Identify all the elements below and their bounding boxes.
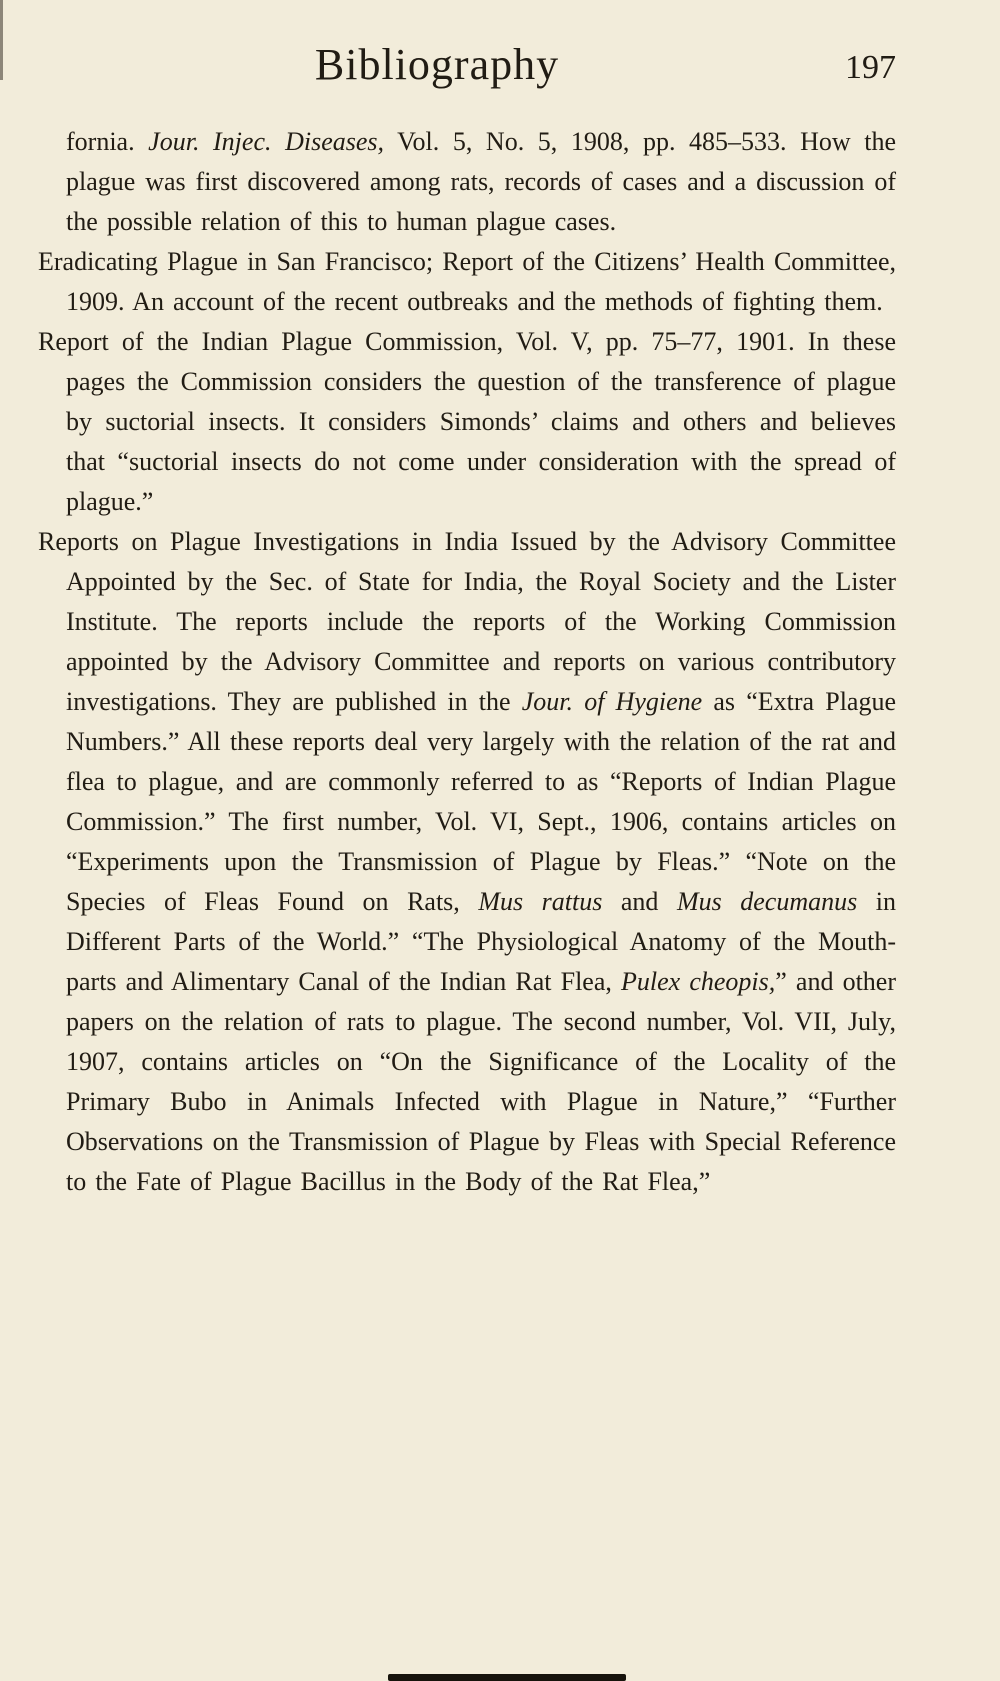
entry-text: Eradicating Plague in San Francisco; Report of the Citizens’ Health Committee, 1909. An account of the recent outbreaks and the methods of fighting them. [38,247,896,316]
entry-text: Report of the Indian Plague Commission, Vol. V, pp. 75–77, 1901. In these pages the Commission considers the question of the transference of plague by suctorial insects. It considers Simonds’ claims and others and believes that “suctorial insects do not come under consideration with the spread of plague.” [38,327,896,516]
scan-artifact-bottom-edge [388,1674,626,1681]
entry-text-italic: Mus rattus [478,887,603,916]
scan-artifact-left-edge [0,0,3,80]
page-title: Bibliography [314,40,560,89]
entry-text-italic: Pulex cheopis, [621,967,776,996]
entry-text: Reports on Plague Investigations in India Issued by the Advisory Committee Appointed by the Sec. of State for India, the Royal Society and the Lister Institute. The reports include the reports of the Working Commission appointed by the Advisory Committee and reports on various contributory investigations. They are published in the [38,527,896,716]
entry-text-italic: Mus decumanus [676,887,858,916]
entry-text: and [602,887,677,916]
bibliography-entry [38,122,896,242]
entry-text: as “Extra Plague Numbers.” All these reports deal very largely with the relation of the rat and flea to plague, and are commonly referred to as “Reports of Indian Plague Commission.” The first number, Vol. VI, Sept., 1906, contains articles on “Experiments upon the Transmission of Plague by Fleas.” “Note on the Species of Fleas Found on Rats, [66,687,896,916]
page-header [38,34,896,96]
entry-text-italic: Jour. of Hygiene [521,687,703,716]
bibliography-entry [38,522,896,1202]
entry-text: in Different Parts of the World.” “The Physiological Anatomy of the Mouth-parts and Alimentary Canal of the Indian Rat Flea, [66,887,897,996]
entry-text: fornia. [66,127,149,156]
bibliography-entry [38,242,896,322]
entry-text-italic: Jour. Injec. Diseases, [148,127,385,156]
bibliography-entries [38,122,896,1202]
bibliography-entry [38,322,896,522]
entry-text: ” and other papers on the relation of rats to plague. The second number, Vol. VII, July, 1907, contains articles on “On the Significance of the Locality of the Primary Bubo in Animals Infected with Plague in Nature,” “Further Observations on the Transmission of Plague by Fleas with Special Reference to the Fate of Plague Bacillus in the Body of the Rat Flea,” [66,967,896,1196]
page-number: 197 [845,49,896,86]
entry-text: Vol. 5, No. 5, 1908, pp. 485–533. How the plague was first discovered among rats, records of cases and a discussion of the possible relation of this to human plague cases. [66,127,897,236]
